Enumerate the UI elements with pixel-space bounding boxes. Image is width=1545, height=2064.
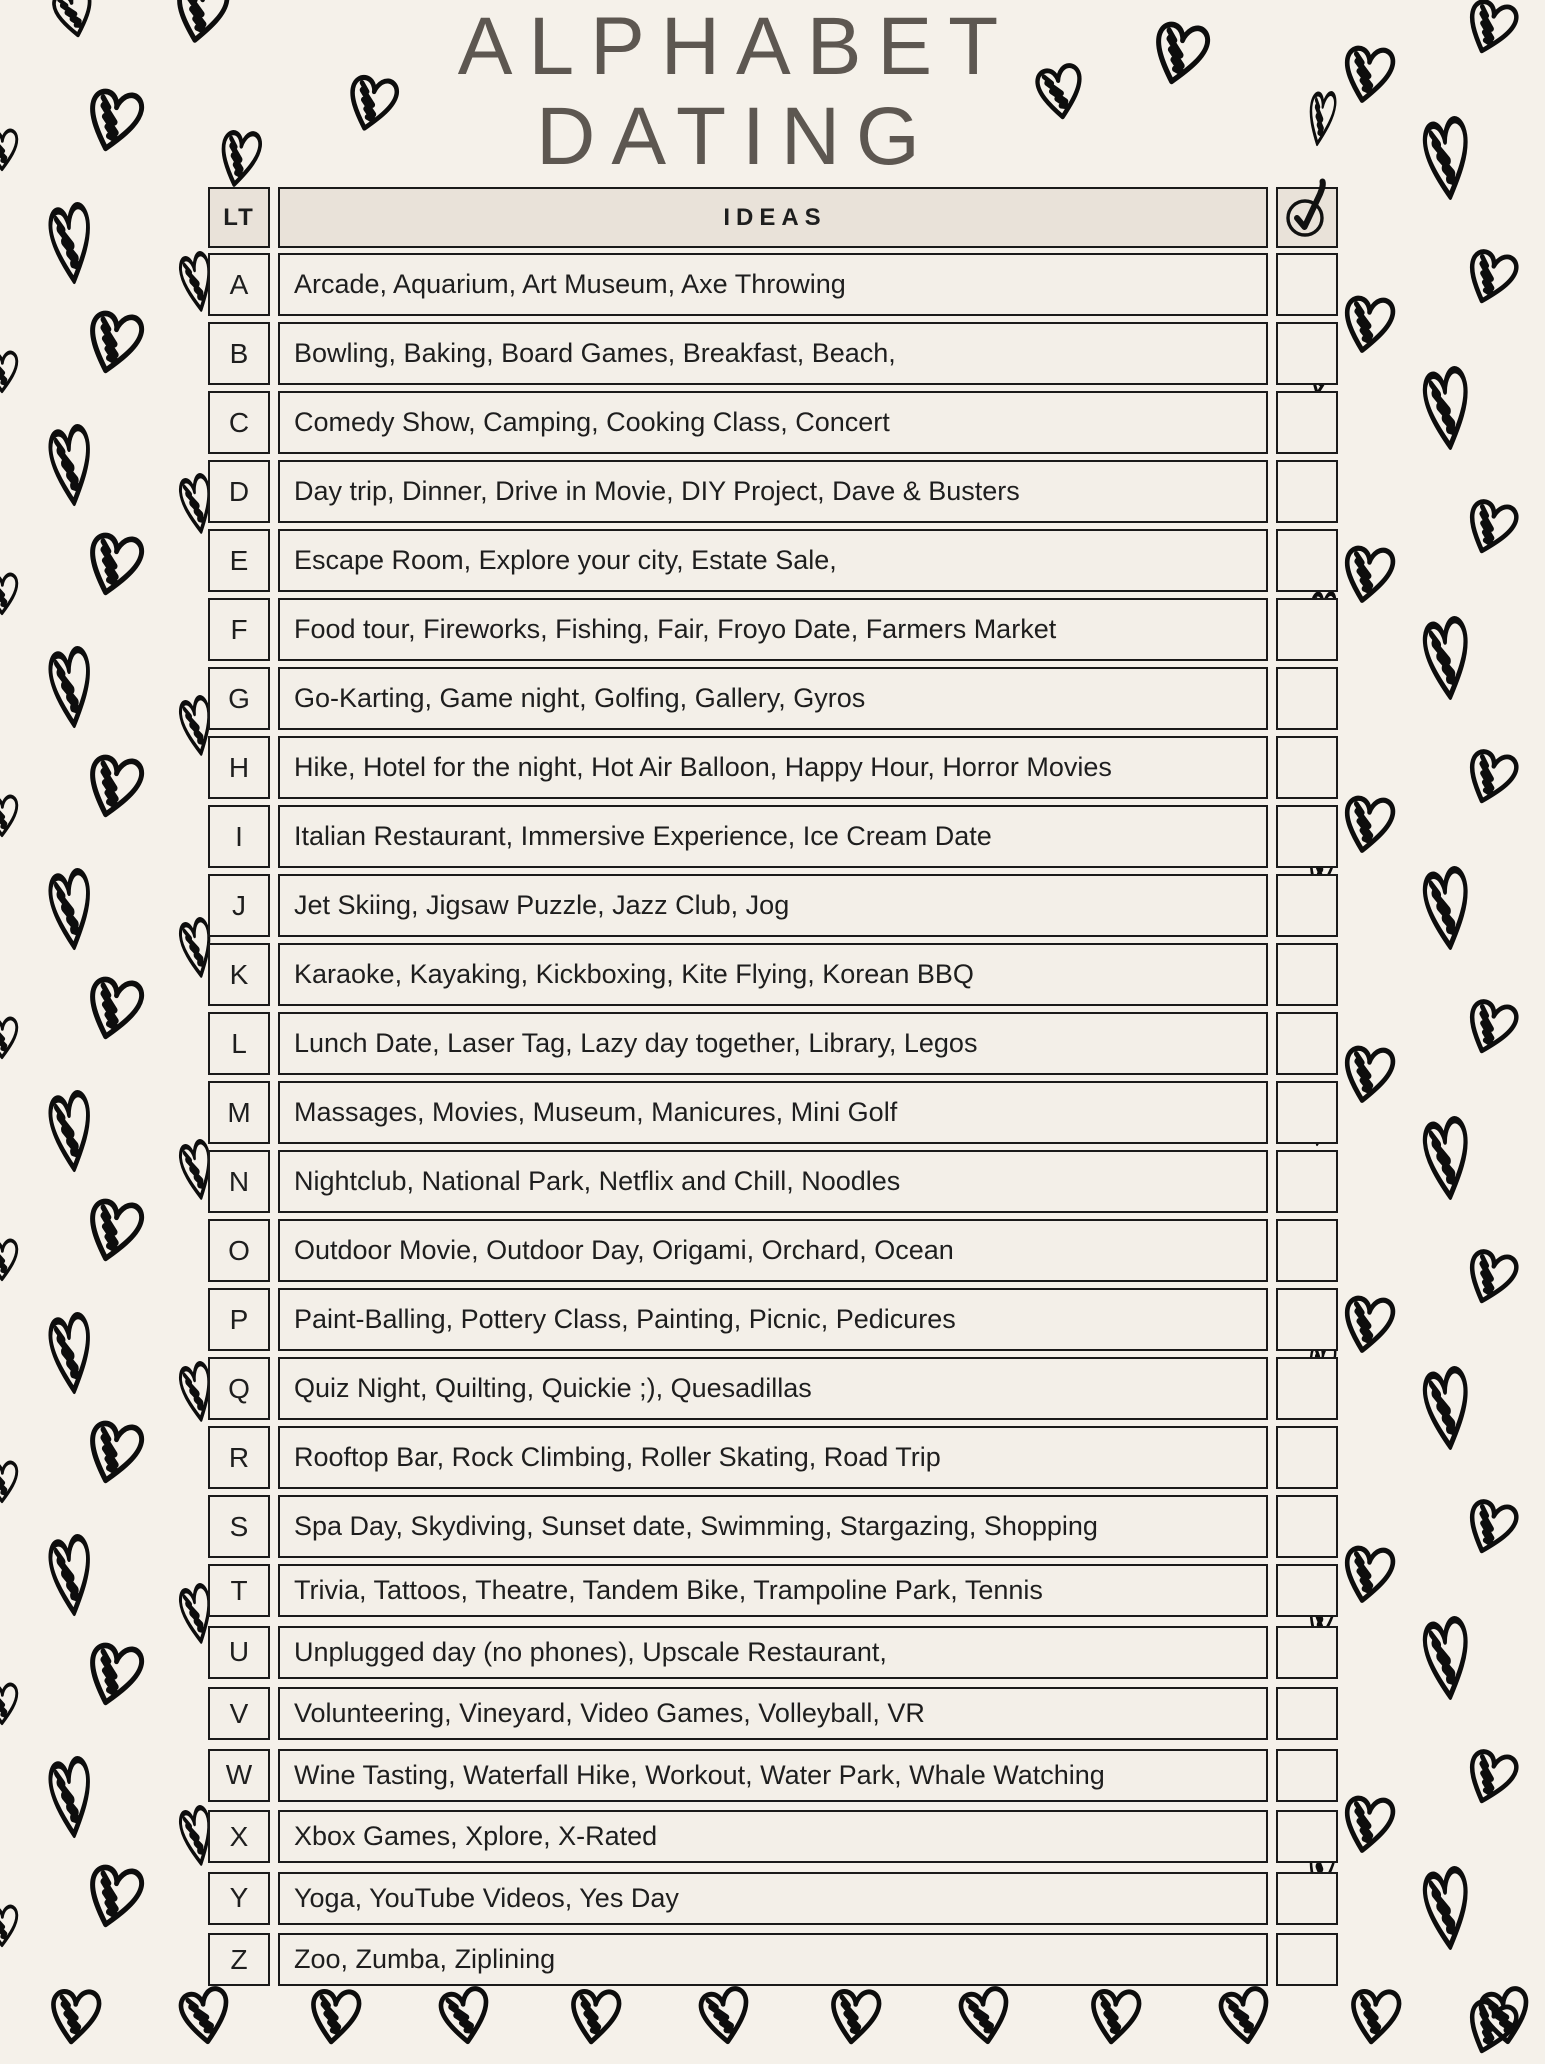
checkbox-cell[interactable] [1276, 253, 1338, 316]
letter-cell: R [208, 1426, 270, 1489]
letter-cell: L [208, 1012, 270, 1075]
table-row [208, 253, 1338, 316]
letter-cell: X [208, 1810, 270, 1863]
heart-doodle-icon [41, 638, 98, 735]
table-row [208, 1219, 1338, 1282]
heart-doodle-icon [1415, 858, 1477, 957]
letter-cell: Z [208, 1933, 270, 1986]
heart-doodle-icon [0, 1235, 20, 1283]
table-row [208, 1288, 1338, 1351]
heart-doodle-icon [74, 299, 152, 384]
heart-doodle-icon [1471, 1979, 1537, 2050]
heart-doodle-icon [74, 743, 152, 828]
ideas-cell: Outdoor Movie, Outdoor Day, Origami, Orchard, Ocean [278, 1219, 1268, 1282]
checkbox-cell[interactable] [1276, 1495, 1338, 1558]
checkbox-cell[interactable] [1276, 1081, 1338, 1144]
heart-doodle-icon [1342, 1980, 1406, 2050]
ideas-cell: Food tour, Fireworks, Fishing, Fair, Froyo Date, Farmers Market [278, 598, 1268, 661]
letter-cell: V [208, 1687, 270, 1740]
table-row [208, 805, 1338, 868]
title-line-2: DATING [536, 91, 936, 182]
alphabet-table [208, 187, 1338, 1995]
checkbox-cell[interactable] [1276, 1357, 1338, 1420]
heart-doodle-icon [0, 347, 20, 395]
table-row [208, 460, 1338, 523]
heart-doodle-icon [0, 1679, 20, 1727]
ideas-cell: Volunteering, Vineyard, Video Games, Volleyball, VR [278, 1687, 1268, 1740]
checkbox-cell[interactable] [1276, 1288, 1338, 1351]
heart-doodle-icon [1454, 0, 1526, 64]
checkbox-cell[interactable] [1276, 1564, 1338, 1617]
checkbox-cell[interactable] [1276, 736, 1338, 799]
ideas-cell: Escape Room, Explore your city, Estate Sale, [278, 529, 1268, 592]
heart-doodle-icon [1454, 988, 1526, 1064]
heart-doodle-icon [1454, 238, 1526, 314]
ideas-cell: Trivia, Tattoos, Theatre, Tandem Bike, Trampoline Park, Tennis [278, 1564, 1268, 1617]
checkbox-cell[interactable] [1276, 1150, 1338, 1213]
letter-cell: H [208, 736, 270, 799]
ideas-cell: Lunch Date, Laser Tag, Lazy day together, Library, Legos [278, 1012, 1268, 1075]
letter-cell: U [208, 1626, 270, 1679]
heart-doodle-icon [41, 416, 98, 513]
letter-cell: W [208, 1749, 270, 1802]
ideas-cell: Xbox Games, Xplore, X-Rated [278, 1810, 1268, 1863]
heart-doodle-icon [1415, 108, 1477, 207]
heart-doodle-icon [0, 1901, 20, 1949]
checkbox-cell[interactable] [1276, 598, 1338, 661]
heart-doodle-icon [41, 1526, 98, 1623]
letter-cell: T [208, 1564, 270, 1617]
heart-doodle-icon [74, 1853, 152, 1938]
letter-cell: G [208, 667, 270, 730]
heart-doodle-icon [74, 965, 152, 1050]
heart-doodle-icon [1415, 1608, 1477, 1707]
ideas-cell: Spa Day, Skydiving, Sunset date, Swimming, Stargazing, Shopping [278, 1495, 1268, 1558]
heart-doodle-icon [1454, 738, 1526, 814]
checkbox-cell[interactable] [1276, 1810, 1338, 1863]
table-row [208, 1426, 1338, 1489]
heart-doodle-icon [74, 521, 152, 606]
ideas-cell: Yoga, YouTube Videos, Yes Day [278, 1872, 1268, 1925]
heart-doodle-icon [1415, 608, 1477, 707]
heart-doodle-icon [1333, 785, 1402, 860]
table-row [208, 667, 1338, 730]
heart-doodle-icon [74, 1631, 152, 1716]
table-row [208, 529, 1338, 592]
check-column-header [1276, 187, 1338, 248]
table-row [208, 1012, 1338, 1075]
checkbox-cell[interactable] [1276, 1426, 1338, 1489]
checkbox-cell[interactable] [1276, 1687, 1338, 1740]
checkbox-cell[interactable] [1276, 667, 1338, 730]
table-row [208, 322, 1338, 385]
heart-doodle-icon [1415, 1108, 1477, 1207]
ideas-cell: Quiz Night, Quilting, Quickie ;), Quesadillas [278, 1357, 1268, 1420]
heart-doodle-icon [41, 1748, 98, 1845]
letter-cell: N [208, 1150, 270, 1213]
heart-doodle-icon [1415, 358, 1477, 457]
table-row [208, 1810, 1338, 1863]
heart-doodle-icon [1333, 1035, 1402, 1110]
heart-doodle-icon [0, 791, 20, 839]
table-header-row [208, 187, 1338, 248]
table-row [208, 1357, 1338, 1420]
letter-cell: F [208, 598, 270, 661]
table-row [208, 874, 1338, 937]
ideas-cell: Arcade, Aquarium, Art Museum, Axe Throwing [278, 253, 1268, 316]
checkbox-cell[interactable] [1276, 1626, 1338, 1679]
letter-cell: J [208, 874, 270, 937]
heart-doodle-icon [1454, 1238, 1526, 1314]
heart-doodle-icon [1415, 1858, 1477, 1957]
checkbox-cell[interactable] [1276, 1933, 1338, 1986]
heart-doodle-icon [1454, 488, 1526, 564]
ideas-cell: Paint-Balling, Pottery Class, Painting, Picnic, Pedicures [278, 1288, 1268, 1351]
ideas-cell: Zoo, Zumba, Ziplining [278, 1933, 1268, 1986]
table-row [208, 1872, 1338, 1925]
ideas-cell: Go-Karting, Game night, Golfing, Gallery, Gyros [278, 667, 1268, 730]
heart-doodle-icon [1333, 1285, 1402, 1360]
heart-doodle-icon [0, 569, 20, 617]
heart-doodle-icon [41, 860, 98, 957]
table-row [208, 1495, 1338, 1558]
checkbox-cell[interactable] [1276, 943, 1338, 1006]
letter-column-header: LT [208, 187, 270, 248]
ideas-cell: Rooftop Bar, Rock Climbing, Roller Skating, Road Trip [278, 1426, 1268, 1489]
letter-cell: P [208, 1288, 270, 1351]
checkmark-circle-icon [1284, 176, 1334, 244]
checkbox-cell[interactable] [1276, 1749, 1338, 1802]
heart-doodle-icon [41, 1304, 98, 1401]
checkbox-cell[interactable] [1276, 460, 1338, 523]
heart-doodle-icon [41, 1082, 98, 1179]
ideas-cell: Jet Skiing, Jigsaw Puzzle, Jazz Club, Jog [278, 874, 1268, 937]
table-row [208, 1933, 1338, 1986]
letter-cell: K [208, 943, 270, 1006]
heart-doodle-icon [1333, 1535, 1402, 1610]
table-row [208, 1081, 1338, 1144]
letter-cell: Q [208, 1357, 270, 1420]
heart-doodle-icon [1333, 535, 1402, 610]
table-row [208, 1150, 1338, 1213]
ideas-cell: Wine Tasting, Waterfall Hike, Workout, Water Park, Whale Watching [278, 1749, 1268, 1802]
title-line-1: ALPHABET [457, 1, 1015, 92]
checkbox-cell[interactable] [1276, 529, 1338, 592]
checkbox-cell[interactable] [1276, 1872, 1338, 1925]
table-row [208, 1749, 1338, 1802]
checkbox-cell[interactable] [1276, 1012, 1338, 1075]
letter-cell: M [208, 1081, 270, 1144]
heart-doodle-icon [1333, 1785, 1402, 1860]
table-row [208, 391, 1338, 454]
ideas-cell: Comedy Show, Camping, Cooking Class, Concert [278, 391, 1268, 454]
table-row [208, 1564, 1338, 1617]
checkbox-cell[interactable] [1276, 391, 1338, 454]
ideas-cell: Bowling, Baking, Board Games, Breakfast, Beach, [278, 322, 1268, 385]
heart-doodle-icon [74, 77, 152, 162]
heart-doodle-icon [42, 1980, 106, 2050]
ideas-cell: Unplugged day (no phones), Upscale Restaurant, [278, 1626, 1268, 1679]
checkbox-cell[interactable] [1276, 322, 1338, 385]
heart-doodle-icon [1454, 1738, 1526, 1814]
letter-cell: C [208, 391, 270, 454]
checkbox-cell[interactable] [1276, 805, 1338, 868]
checkbox-cell[interactable] [1276, 874, 1338, 937]
heart-doodle-icon [0, 1013, 20, 1061]
letter-cell: Y [208, 1872, 270, 1925]
heart-doodle-icon [0, 125, 20, 173]
letter-cell: A [208, 253, 270, 316]
heart-doodle-icon [1454, 1488, 1526, 1564]
ideas-cell: Massages, Movies, Museum, Manicures, Mini Golf [278, 1081, 1268, 1144]
heart-doodle-icon [74, 1187, 152, 1272]
table-row [208, 1687, 1338, 1740]
letter-cell: O [208, 1219, 270, 1282]
table-row [208, 736, 1338, 799]
ideas-cell: Italian Restaurant, Immersive Experience, Ice Cream Date [278, 805, 1268, 868]
ideas-cell: Karaoke, Kayaking, Kickboxing, Kite Flying, Korean BBQ [278, 943, 1268, 1006]
ideas-cell: Hike, Hotel for the night, Hot Air Balloon, Happy Hour, Horror Movies [278, 736, 1268, 799]
table-row [208, 1626, 1338, 1679]
heart-doodle-icon [1333, 285, 1402, 360]
table-row [208, 943, 1338, 1006]
letter-cell: S [208, 1495, 270, 1558]
heart-doodle-icon [0, 1457, 20, 1505]
table-row [208, 598, 1338, 661]
heart-doodle-icon [41, 194, 98, 291]
letter-cell: B [208, 322, 270, 385]
letter-cell: E [208, 529, 270, 592]
letter-cell: D [208, 460, 270, 523]
letter-cell: I [208, 805, 270, 868]
table-body [208, 253, 1338, 1986]
heart-doodle-icon [74, 1409, 152, 1494]
ideas-cell: Day trip, Dinner, Drive in Movie, DIY Project, Dave & Busters [278, 460, 1268, 523]
page-title [163, 2, 1309, 182]
heart-doodle-icon [1415, 1358, 1477, 1457]
heart-doodle-icon [45, 0, 102, 44]
heart-doodle-icon [1333, 35, 1402, 110]
ideas-column-header: IDEAS [278, 187, 1268, 248]
ideas-cell: Nightclub, National Park, Netflix and Chill, Noodles [278, 1150, 1268, 1213]
checkbox-cell[interactable] [1276, 1219, 1338, 1282]
